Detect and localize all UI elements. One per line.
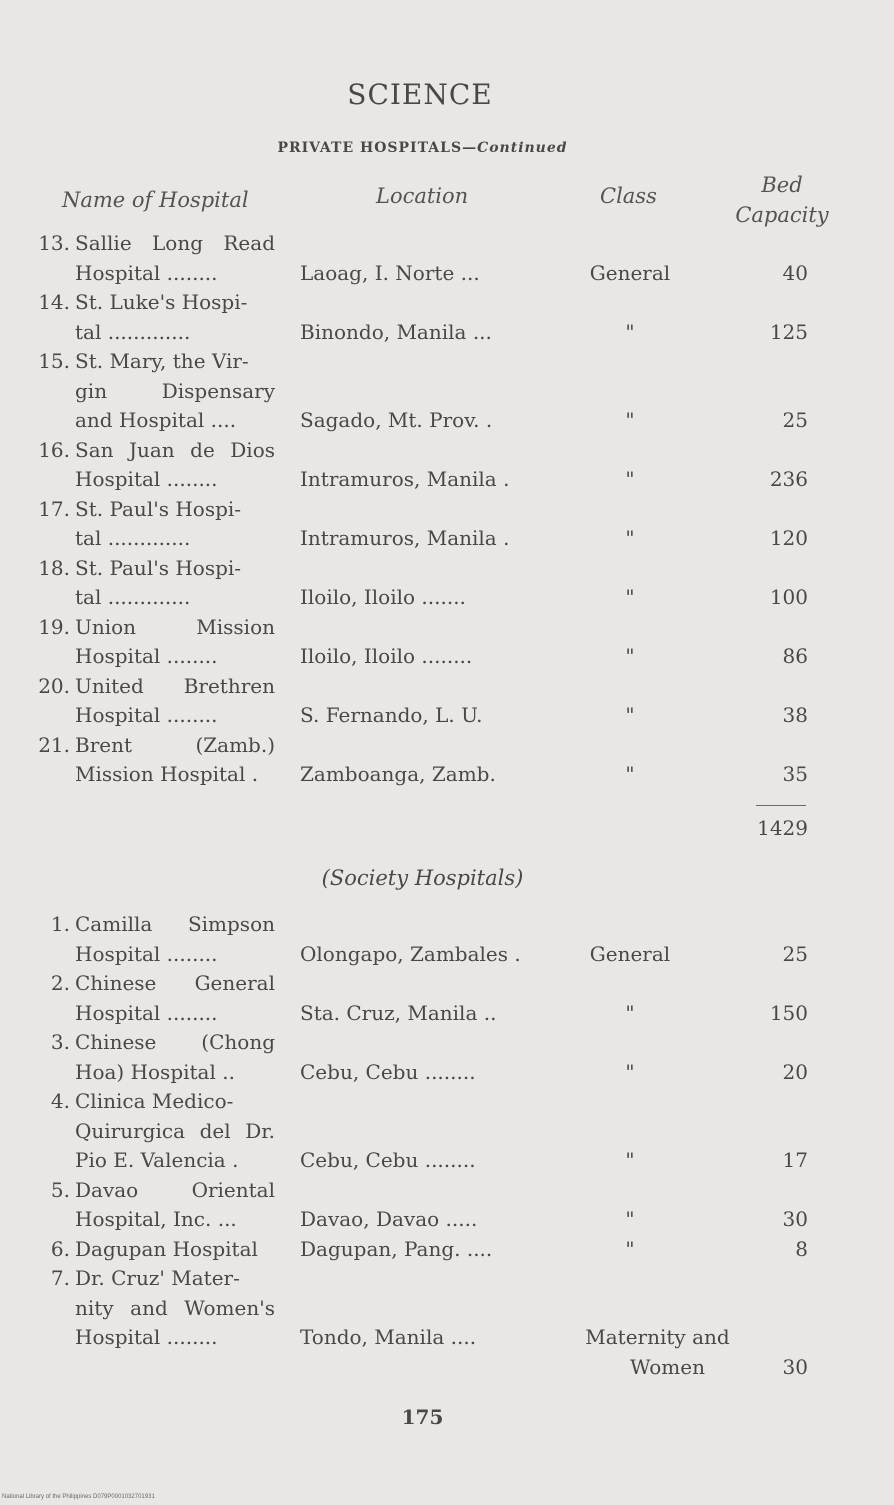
hospital-name-line: Davao Oriental — [75, 1177, 275, 1202]
hospital-name — [75, 613, 275, 672]
hospital-name-line: San Juan de Dios — [75, 437, 275, 462]
hospital-class: " — [625, 467, 635, 491]
hospital-name — [75, 1264, 275, 1353]
hospital-class: " — [625, 585, 635, 609]
hospital-name-line: Mission Hospital . — [75, 762, 259, 786]
hospital-name-line: tal ............. — [75, 319, 191, 344]
hospital-name-line: tal ............. — [75, 585, 191, 609]
hospital-name-line: Hospital ........ — [75, 644, 218, 668]
hospital-class: " — [625, 526, 635, 550]
row-number: 19. — [38, 614, 70, 639]
hospital-class: General — [589, 260, 671, 285]
hospital-location: Sagado, Mt. Prov. . — [300, 408, 493, 432]
hospital-location: Intramuros, Manila . — [300, 467, 510, 491]
hospital-name — [75, 910, 275, 969]
hospital-name-line: Hospital ........ — [75, 1000, 218, 1025]
row-number: 7. — [50, 1266, 70, 1290]
hospital-class: " — [625, 1148, 635, 1172]
hospital-name-line: Hospital ........ — [75, 941, 218, 966]
hospital-location: Intramuros, Manila . — [300, 526, 510, 550]
hospital-name-line: Hospital ........ — [75, 260, 218, 285]
row-number: 2. — [50, 971, 70, 995]
hospital-name-line: Pio E. Valencia . — [75, 1148, 239, 1172]
hospital-name-line: tal ............. — [75, 526, 191, 550]
column-header-class: Class — [600, 184, 657, 208]
hospital-name — [75, 347, 275, 436]
hospital-location: Zamboanga, Zamb. — [300, 762, 496, 786]
subtitle-continued: —Continued — [462, 140, 568, 156]
hospital-name — [75, 554, 275, 613]
row-number: 13. — [38, 231, 70, 255]
page-subtitle — [0, 140, 845, 156]
hospital-name — [75, 436, 275, 495]
hospital-name — [75, 288, 275, 347]
bed-header-line1: Bed — [761, 173, 803, 197]
total-rule — [756, 805, 806, 806]
hospital-location: Iloilo, Iloilo ....... — [300, 585, 466, 609]
hospital-name-line: Dagupan Hospital — [75, 1236, 258, 1261]
row-number: 14. — [38, 290, 70, 314]
hospital-location: S. Fernando, L. U. — [300, 703, 483, 727]
hospital-location: Iloilo, Iloilo ........ — [300, 644, 473, 668]
page-number: 175 — [401, 1405, 444, 1429]
row-number: 4. — [50, 1089, 70, 1113]
hospital-name-line: nity and Women's — [75, 1295, 275, 1320]
hospital-name — [75, 229, 275, 288]
row-number: 20. — [38, 673, 70, 698]
hospital-name-line: Chinese (Chong — [75, 1030, 275, 1054]
private-total: 1429 — [757, 816, 808, 840]
hospital-class-line: Women — [630, 1354, 705, 1379]
hospital-class-line: Maternity and — [585, 1325, 730, 1349]
hospital-class: " — [625, 1000, 635, 1025]
bed-capacity: 17 — [782, 1148, 808, 1172]
bed-capacity: 100 — [769, 585, 808, 609]
page-title: SCIENCE — [347, 78, 493, 111]
hospital-location: Laoag, I. Norte ... — [300, 260, 480, 285]
row-number: 17. — [38, 496, 70, 521]
row-number: 1. — [50, 912, 70, 936]
hospital-name-line: Camilla Simpson — [75, 912, 275, 936]
hospital-class: " — [625, 408, 635, 432]
row-number: 18. — [38, 555, 70, 580]
hospital-class: " — [625, 703, 635, 727]
bed-capacity: 86 — [782, 644, 808, 668]
row-number: 15. — [38, 349, 70, 373]
row-number: 21. — [38, 732, 70, 757]
hospital-name-line: Quirurgica del Dr. — [75, 1118, 275, 1143]
footer-text: National Library of the Philippines D079P0001032701931 — [2, 1494, 155, 1500]
bed-capacity: 150 — [769, 1000, 808, 1025]
hospital-name-line: Hospital ........ — [75, 467, 218, 491]
row-number: 6. — [50, 1236, 70, 1261]
column-header-bed-capacity — [732, 170, 832, 230]
row-number: 5. — [50, 1177, 70, 1202]
bed-capacity: 30 — [782, 1354, 808, 1379]
hospital-class — [570, 1323, 745, 1382]
subtitle-main: PRIVATE HOSPITALS — [277, 140, 463, 156]
bed-header-line2: Capacity — [735, 203, 829, 227]
hospital-location: Olongapo, Zambales . — [300, 941, 521, 966]
hospital-name-line: St. Mary, the Vir- — [75, 349, 249, 373]
hospital-class: " — [625, 1207, 635, 1231]
hospital-name — [75, 1235, 275, 1265]
bed-capacity: 30 — [782, 1207, 808, 1231]
bed-capacity: 35 — [782, 762, 808, 786]
hospital-location: Cebu, Cebu ........ — [300, 1059, 476, 1084]
hospital-name-line: and Hospital .... — [75, 408, 237, 432]
hospital-location: Davao, Davao ..... — [300, 1207, 478, 1231]
row-number: 3. — [50, 1030, 70, 1054]
hospital-location: Sta. Cruz, Manila .. — [300, 1000, 497, 1025]
bed-capacity: 8 — [795, 1236, 808, 1261]
column-header-location: Location — [376, 184, 469, 208]
hospital-name-line: St. Luke's Hospi- — [75, 290, 248, 314]
hospital-name-line: Hospital, Inc. ... — [75, 1207, 237, 1231]
hospital-name-line: Dr. Cruz' Mater- — [75, 1266, 240, 1290]
hospital-location: Cebu, Cebu ........ — [300, 1148, 476, 1172]
hospital-name-line: gin Dispensary — [75, 378, 275, 403]
hospital-name-line: Clinica Medico- — [75, 1089, 234, 1113]
hospital-name — [75, 672, 275, 731]
hospital-name-line: Chinese General — [75, 971, 275, 995]
hospital-name — [75, 1028, 275, 1087]
hospital-name-line: Hospital ........ — [75, 1325, 218, 1349]
row-number: 16. — [38, 437, 70, 462]
hospital-name-line: St. Paul's Hospi- — [75, 496, 242, 521]
hospital-name — [75, 1176, 275, 1235]
hospital-name — [75, 731, 275, 790]
hospital-name-line: United Brethren — [75, 673, 275, 698]
bed-capacity: 25 — [782, 408, 808, 432]
bed-capacity: 25 — [782, 941, 808, 966]
hospital-class: " — [625, 644, 635, 668]
hospital-name-line: Hoa) Hospital .. — [75, 1059, 235, 1084]
bed-capacity: 40 — [782, 260, 808, 285]
hospital-location: Binondo, Manila ... — [300, 319, 492, 344]
hospital-class: " — [625, 762, 635, 786]
hospital-name — [75, 495, 275, 554]
society-section-heading: (Society Hospitals) — [321, 866, 524, 890]
bed-capacity: 125 — [769, 319, 808, 344]
hospital-name-line: Union Mission — [75, 614, 275, 639]
hospital-name-line: Hospital ........ — [75, 703, 218, 727]
hospital-class: General — [589, 941, 671, 966]
bed-capacity: 120 — [769, 526, 808, 550]
hospital-class: " — [625, 1059, 635, 1084]
hospital-name-line: Sallie Long Read — [75, 231, 275, 255]
hospital-name — [75, 969, 275, 1028]
column-header-name: Name of Hospital — [62, 188, 249, 212]
bed-capacity: 236 — [769, 467, 808, 491]
hospital-name — [75, 1087, 275, 1176]
hospital-class: " — [625, 1236, 635, 1261]
hospital-class: " — [625, 319, 635, 344]
hospital-location: Tondo, Manila .... — [300, 1325, 477, 1349]
hospital-name-line: Brent (Zamb.) — [75, 732, 275, 757]
hospital-name-line: St. Paul's Hospi- — [75, 555, 242, 580]
bed-capacity: 38 — [782, 703, 808, 727]
hospital-location: Dagupan, Pang. .... — [300, 1236, 493, 1261]
bed-capacity: 20 — [782, 1059, 808, 1084]
